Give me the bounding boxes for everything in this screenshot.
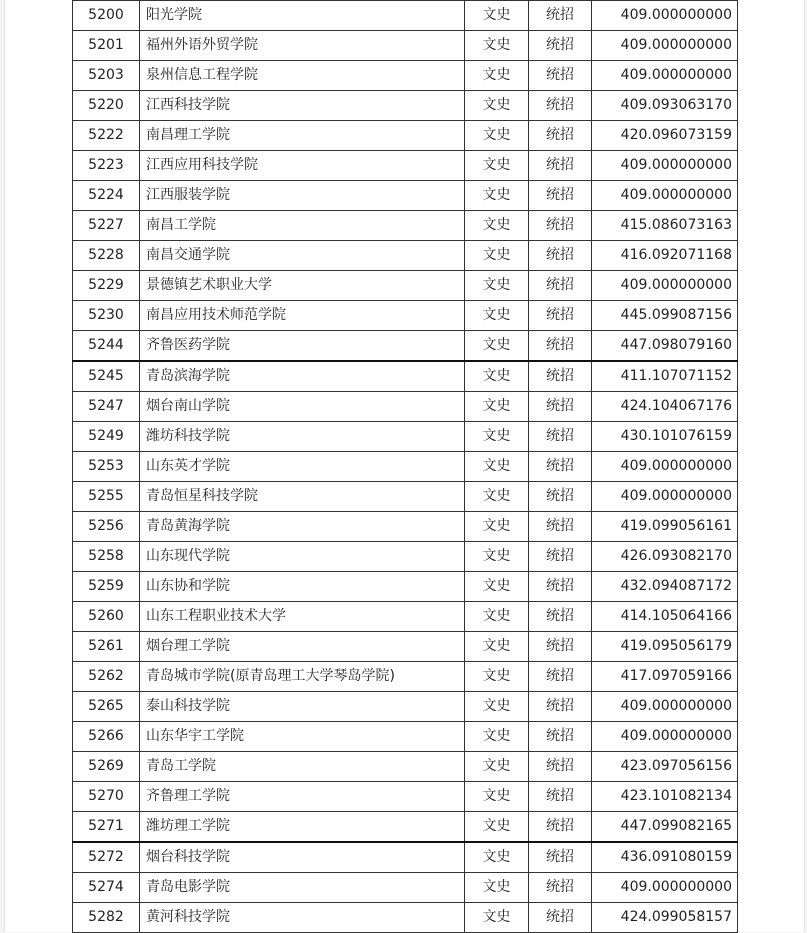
school-name-cell: 烟台科技学院 (140, 842, 465, 873)
subject-category-cell: 文史 (465, 903, 529, 933)
school-name-cell: 江西应用科技学院 (140, 151, 465, 181)
school-code-cell: 5266 (73, 722, 140, 752)
subject-category-cell: 文史 (465, 211, 529, 241)
subject-category-cell: 文史 (465, 121, 529, 151)
subject-category-cell: 文史 (465, 752, 529, 782)
table-row (73, 151, 738, 181)
min-score-cell: 415.086073163 (592, 211, 738, 241)
subject-category-cell: 文史 (465, 873, 529, 903)
min-score-cell: 430.101076159 (592, 422, 738, 452)
min-score-cell: 409.000000000 (592, 1, 738, 31)
table-row (73, 301, 738, 331)
school-code-cell: 5245 (73, 361, 140, 392)
table-row (73, 422, 738, 452)
min-score-cell: 409.000000000 (592, 482, 738, 512)
min-score-cell: 432.094087172 (592, 572, 738, 602)
school-code-cell: 5272 (73, 842, 140, 873)
table-body (73, 1, 738, 933)
school-name-cell: 山东英才学院 (140, 452, 465, 482)
school-code-cell: 5253 (73, 452, 140, 482)
min-score-cell: 420.096073159 (592, 121, 738, 151)
table-row (73, 271, 738, 301)
admission-type-cell: 统招 (529, 452, 592, 482)
table-row (73, 662, 738, 692)
min-score-cell: 411.107071152 (592, 361, 738, 392)
subject-category-cell: 文史 (465, 542, 529, 572)
school-name-cell: 泉州信息工程学院 (140, 61, 465, 91)
admission-type-cell: 统招 (529, 61, 592, 91)
admission-type-cell: 统招 (529, 361, 592, 392)
min-score-cell: 409.093063170 (592, 91, 738, 121)
school-code-cell: 5244 (73, 331, 140, 362)
subject-category-cell: 文史 (465, 812, 529, 843)
school-name-cell: 南昌应用技术师范学院 (140, 301, 465, 331)
admission-type-cell: 统招 (529, 752, 592, 782)
min-score-cell: 447.099082165 (592, 812, 738, 843)
subject-category-cell: 文史 (465, 572, 529, 602)
school-name-cell: 青岛黄海学院 (140, 512, 465, 542)
min-score-cell: 409.000000000 (592, 181, 738, 211)
min-score-cell: 409.000000000 (592, 873, 738, 903)
table-row (73, 392, 738, 422)
table-row (73, 722, 738, 752)
subject-category-cell: 文史 (465, 31, 529, 61)
subject-category-cell: 文史 (465, 782, 529, 812)
school-name-cell: 烟台南山学院 (140, 392, 465, 422)
table-row (73, 903, 738, 933)
school-name-cell: 黄河科技学院 (140, 903, 465, 933)
min-score-cell: 409.000000000 (592, 722, 738, 752)
table-row (73, 782, 738, 812)
subject-category-cell: 文史 (465, 361, 529, 392)
school-code-cell: 5282 (73, 903, 140, 933)
school-name-cell: 泰山科技学院 (140, 692, 465, 722)
min-score-cell: 416.092071168 (592, 241, 738, 271)
subject-category-cell: 文史 (465, 422, 529, 452)
admission-type-cell: 统招 (529, 331, 592, 362)
table-row (73, 542, 738, 572)
school-name-cell: 南昌工学院 (140, 211, 465, 241)
table-row (73, 331, 738, 362)
admission-type-cell: 统招 (529, 31, 592, 61)
subject-category-cell: 文史 (465, 602, 529, 632)
subject-category-cell: 文史 (465, 722, 529, 752)
school-code-cell: 5269 (73, 752, 140, 782)
table-row (73, 241, 738, 271)
admission-type-cell: 统招 (529, 873, 592, 903)
table-row (73, 572, 738, 602)
admission-type-cell: 统招 (529, 151, 592, 181)
admission-type-cell: 统招 (529, 121, 592, 151)
school-code-cell: 5258 (73, 542, 140, 572)
subject-category-cell: 文史 (465, 61, 529, 91)
school-name-cell: 青岛滨海学院 (140, 361, 465, 392)
school-code-cell: 5227 (73, 211, 140, 241)
admission-type-cell: 统招 (529, 241, 592, 271)
school-name-cell: 潍坊科技学院 (140, 422, 465, 452)
table-row (73, 211, 738, 241)
admission-score-table (72, 0, 738, 933)
admission-type-cell: 统招 (529, 602, 592, 632)
admission-type-cell: 统招 (529, 1, 592, 31)
school-name-cell: 青岛工学院 (140, 752, 465, 782)
table-row (73, 482, 738, 512)
school-name-cell: 青岛电影学院 (140, 873, 465, 903)
school-code-cell: 5203 (73, 61, 140, 91)
school-code-cell: 5222 (73, 121, 140, 151)
school-code-cell: 5224 (73, 181, 140, 211)
admission-type-cell: 统招 (529, 301, 592, 331)
school-code-cell: 5261 (73, 632, 140, 662)
admission-type-cell: 统招 (529, 692, 592, 722)
min-score-cell: 414.105064166 (592, 602, 738, 632)
school-name-cell: 山东现代学院 (140, 542, 465, 572)
school-name-cell: 齐鲁理工学院 (140, 782, 465, 812)
school-name-cell: 景德镇艺术职业大学 (140, 271, 465, 301)
table-row (73, 91, 738, 121)
school-name-cell: 烟台理工学院 (140, 632, 465, 662)
subject-category-cell: 文史 (465, 91, 529, 121)
admission-type-cell: 统招 (529, 211, 592, 241)
table-row (73, 512, 738, 542)
school-code-cell: 5201 (73, 31, 140, 61)
table-row (73, 602, 738, 632)
subject-category-cell: 文史 (465, 482, 529, 512)
min-score-cell: 409.000000000 (592, 31, 738, 61)
school-code-cell: 5229 (73, 271, 140, 301)
table-row (73, 452, 738, 482)
admission-type-cell: 统招 (529, 903, 592, 933)
table-row (73, 1, 738, 31)
admission-type-cell: 统招 (529, 632, 592, 662)
school-name-cell: 阳光学院 (140, 1, 465, 31)
min-score-cell: 447.098079160 (592, 331, 738, 362)
school-code-cell: 5230 (73, 301, 140, 331)
table-row (73, 873, 738, 903)
min-score-cell: 409.000000000 (592, 692, 738, 722)
school-code-cell: 5260 (73, 602, 140, 632)
min-score-cell: 417.097059166 (592, 662, 738, 692)
admission-type-cell: 统招 (529, 542, 592, 572)
table-row (73, 31, 738, 61)
school-name-cell: 青岛城市学院(原青岛理工大学琴岛学院) (140, 662, 465, 692)
school-code-cell: 5247 (73, 392, 140, 422)
subject-category-cell: 文史 (465, 331, 529, 362)
subject-category-cell: 文史 (465, 392, 529, 422)
subject-category-cell: 文史 (465, 181, 529, 211)
subject-category-cell: 文史 (465, 452, 529, 482)
school-name-cell: 山东华宇工学院 (140, 722, 465, 752)
admission-type-cell: 统招 (529, 271, 592, 301)
table-row (73, 842, 738, 873)
admission-type-cell: 统招 (529, 422, 592, 452)
min-score-cell: 409.000000000 (592, 452, 738, 482)
admission-type-cell: 统招 (529, 722, 592, 752)
admission-type-cell: 统招 (529, 482, 592, 512)
min-score-cell: 424.104067176 (592, 392, 738, 422)
school-code-cell: 5228 (73, 241, 140, 271)
table-row (73, 121, 738, 151)
school-code-cell: 5259 (73, 572, 140, 602)
admission-type-cell: 统招 (529, 572, 592, 602)
school-code-cell: 5262 (73, 662, 140, 692)
min-score-cell: 445.099087156 (592, 301, 738, 331)
subject-category-cell: 文史 (465, 512, 529, 542)
min-score-cell: 436.091080159 (592, 842, 738, 873)
min-score-cell: 426.093082170 (592, 542, 738, 572)
table-row (73, 361, 738, 392)
school-code-cell: 5274 (73, 873, 140, 903)
school-code-cell: 5265 (73, 692, 140, 722)
school-name-cell: 潍坊理工学院 (140, 812, 465, 843)
subject-category-cell: 文史 (465, 271, 529, 301)
school-code-cell: 5249 (73, 422, 140, 452)
table-row (73, 181, 738, 211)
table-row (73, 812, 738, 843)
min-score-cell: 423.101082134 (592, 782, 738, 812)
min-score-cell: 409.000000000 (592, 271, 738, 301)
school-code-cell: 5255 (73, 482, 140, 512)
admission-type-cell: 统招 (529, 662, 592, 692)
subject-category-cell: 文史 (465, 632, 529, 662)
school-name-cell: 南昌理工学院 (140, 121, 465, 151)
school-name-cell: 江西科技学院 (140, 91, 465, 121)
table-row (73, 752, 738, 782)
school-name-cell: 南昌交通学院 (140, 241, 465, 271)
admission-type-cell: 统招 (529, 392, 592, 422)
table-row (73, 632, 738, 662)
subject-category-cell: 文史 (465, 1, 529, 31)
school-name-cell: 福州外语外贸学院 (140, 31, 465, 61)
subject-category-cell: 文史 (465, 301, 529, 331)
min-score-cell: 419.095056179 (592, 632, 738, 662)
table-row (73, 61, 738, 91)
admission-type-cell: 统招 (529, 812, 592, 843)
school-code-cell: 5271 (73, 812, 140, 843)
admission-type-cell: 统招 (529, 842, 592, 873)
min-score-cell: 409.000000000 (592, 151, 738, 181)
admission-type-cell: 统招 (529, 782, 592, 812)
school-name-cell: 山东工程职业技术大学 (140, 602, 465, 632)
table-row (73, 692, 738, 722)
school-code-cell: 5270 (73, 782, 140, 812)
school-name-cell: 青岛恒星科技学院 (140, 482, 465, 512)
min-score-cell: 409.000000000 (592, 61, 738, 91)
min-score-cell: 424.099058157 (592, 903, 738, 933)
school-name-cell: 江西服装学院 (140, 181, 465, 211)
admission-type-cell: 统招 (529, 181, 592, 211)
school-code-cell: 5256 (73, 512, 140, 542)
subject-category-cell: 文史 (465, 151, 529, 181)
subject-category-cell: 文史 (465, 842, 529, 873)
school-code-cell: 5220 (73, 91, 140, 121)
min-score-cell: 423.097056156 (592, 752, 738, 782)
admission-type-cell: 统招 (529, 91, 592, 121)
min-score-cell: 419.099056161 (592, 512, 738, 542)
school-code-cell: 5200 (73, 1, 140, 31)
school-name-cell: 齐鲁医药学院 (140, 331, 465, 362)
admission-type-cell: 统招 (529, 512, 592, 542)
school-name-cell: 山东协和学院 (140, 572, 465, 602)
subject-category-cell: 文史 (465, 662, 529, 692)
school-code-cell: 5223 (73, 151, 140, 181)
subject-category-cell: 文史 (465, 692, 529, 722)
subject-category-cell: 文史 (465, 241, 529, 271)
